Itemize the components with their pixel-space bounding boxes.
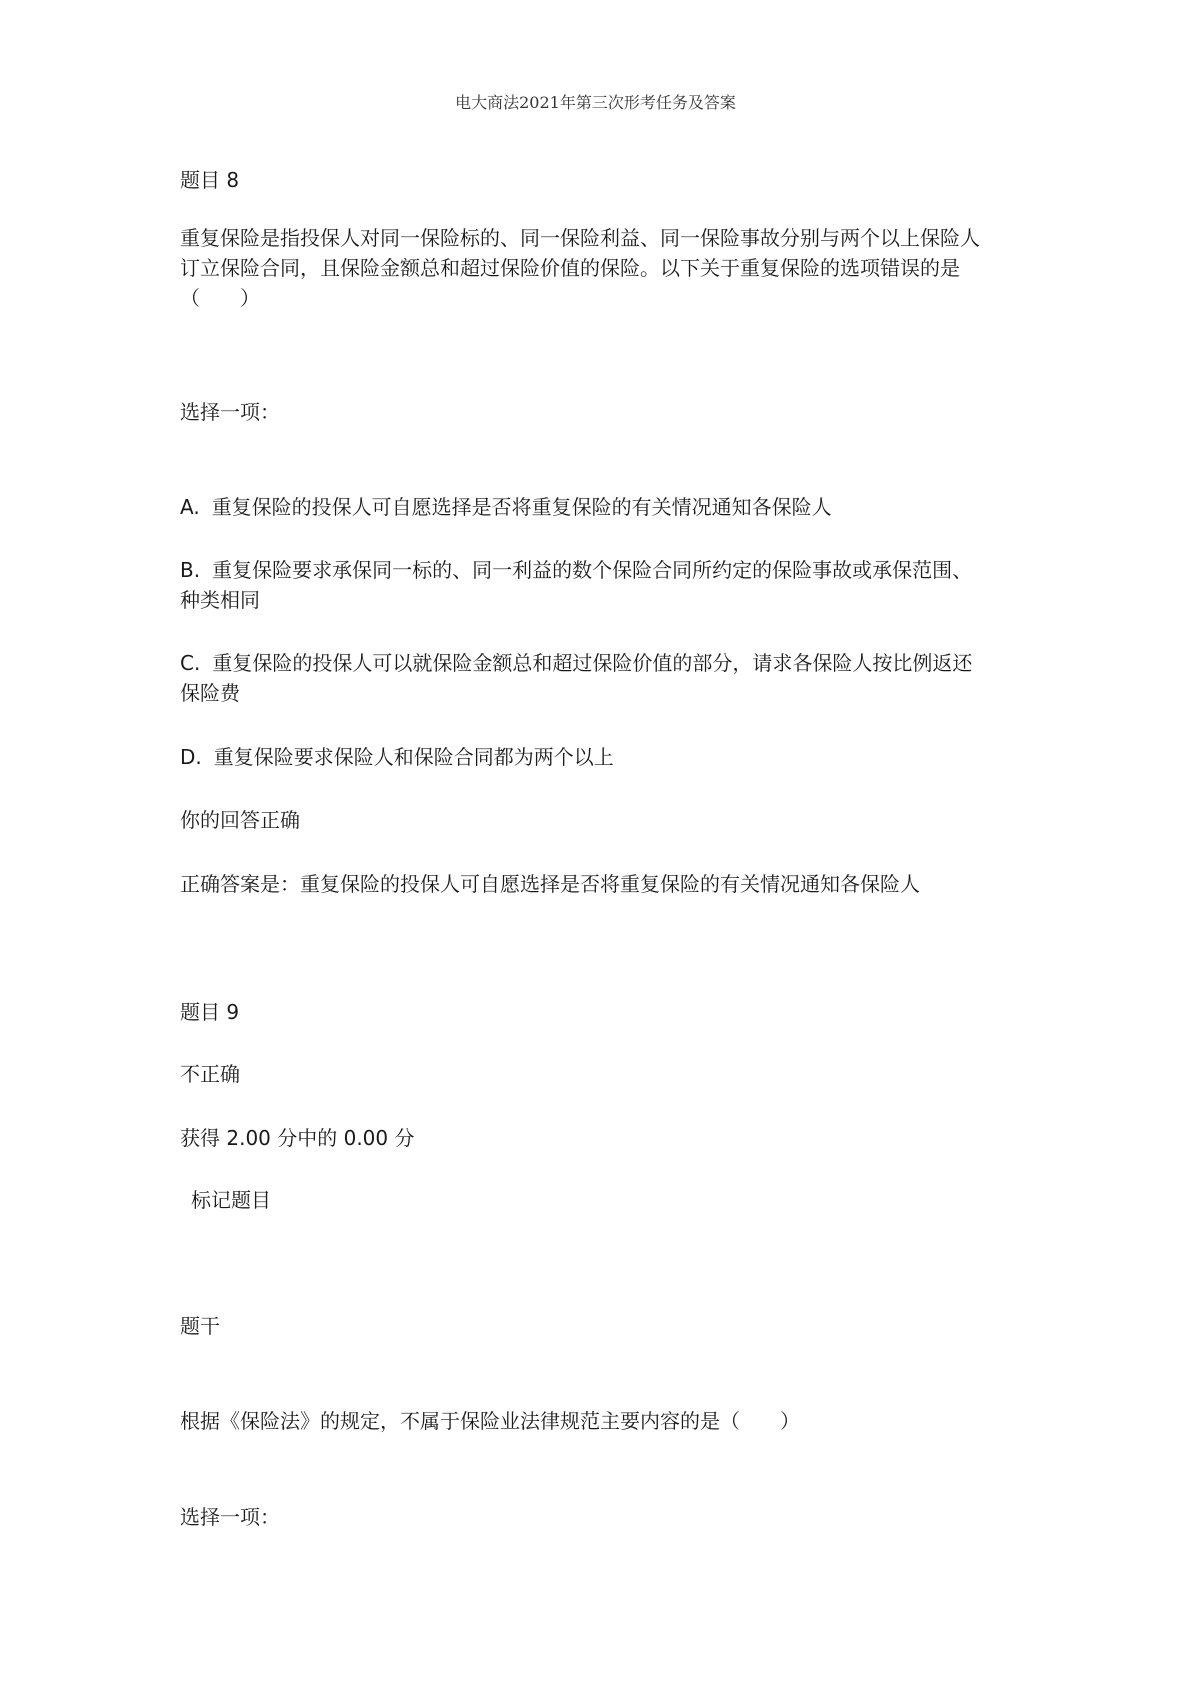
question-9-status: 不正确 <box>180 1062 240 1086</box>
option-b-letter: B. <box>180 558 201 582</box>
option-b-text-line-1: 重复保险要求承保同一标的、同一利益的数个保险合同所约定的保险事故或承保范围、 <box>212 558 973 582</box>
option-c[interactable] <box>180 647 1020 679</box>
option-c-text-line-2: 保险费 <box>180 681 240 705</box>
option-d-text: 重复保险要求保险人和保险合同都为两个以上 <box>213 745 614 769</box>
question-8-label: 题目 8 <box>180 168 240 192</box>
question-9-stem-title: 题干 <box>180 1314 220 1338</box>
page-header-title: 电大商法2021年第三次形考任务及答案 <box>455 93 736 112</box>
option-d-letter: D. <box>180 745 202 769</box>
option-d[interactable] <box>180 741 1020 773</box>
option-b-text-line-2: 种类相同 <box>180 588 260 612</box>
question-8-stem-line-1: 重复保险是指投保人对同一保险标的、同一保险利益、同一保险事故分别与两个以上保险人 <box>180 226 980 250</box>
option-b[interactable] <box>180 554 1020 586</box>
question-8-correct-answer: 正确答案是：重复保险的投保人可自愿选择是否将重复保险的有关情况通知各保险人 <box>180 872 920 896</box>
question-8-feedback: 你的回答正确 <box>180 808 300 832</box>
question-8-stem-line-3: （ ） <box>180 286 260 310</box>
question-8-select-prompt: 选择一项： <box>180 400 280 424</box>
question-9-stem: 根据《保险法》的规定，不属于保险业法律规范主要内容的是（ ） <box>180 1409 800 1433</box>
option-c-text-line-1: 重复保险的投保人可以就保险金额总和超过保险价值的部分，请求各保险人按比例返还 <box>212 651 973 675</box>
question-9-score: 获得 2.00 分中的 0.00 分 <box>180 1126 415 1150</box>
option-c-letter: C. <box>180 651 201 675</box>
question-8-stem-line-2: 订立保险合同，且保险金额总和超过保险价值的保险。以下关于重复保险的选项错误的是 <box>180 256 960 280</box>
option-a-text: 重复保险的投保人可自愿选择是否将重复保险的有关情况通知各保险人 <box>211 495 832 519</box>
option-a[interactable] <box>180 491 1020 523</box>
question-9-select-prompt: 选择一项： <box>180 1505 280 1529</box>
question-9-label: 题目 9 <box>180 1000 240 1024</box>
flag-question-button[interactable]: 标记题目 <box>191 1188 271 1212</box>
option-a-letter: A. <box>180 495 200 519</box>
